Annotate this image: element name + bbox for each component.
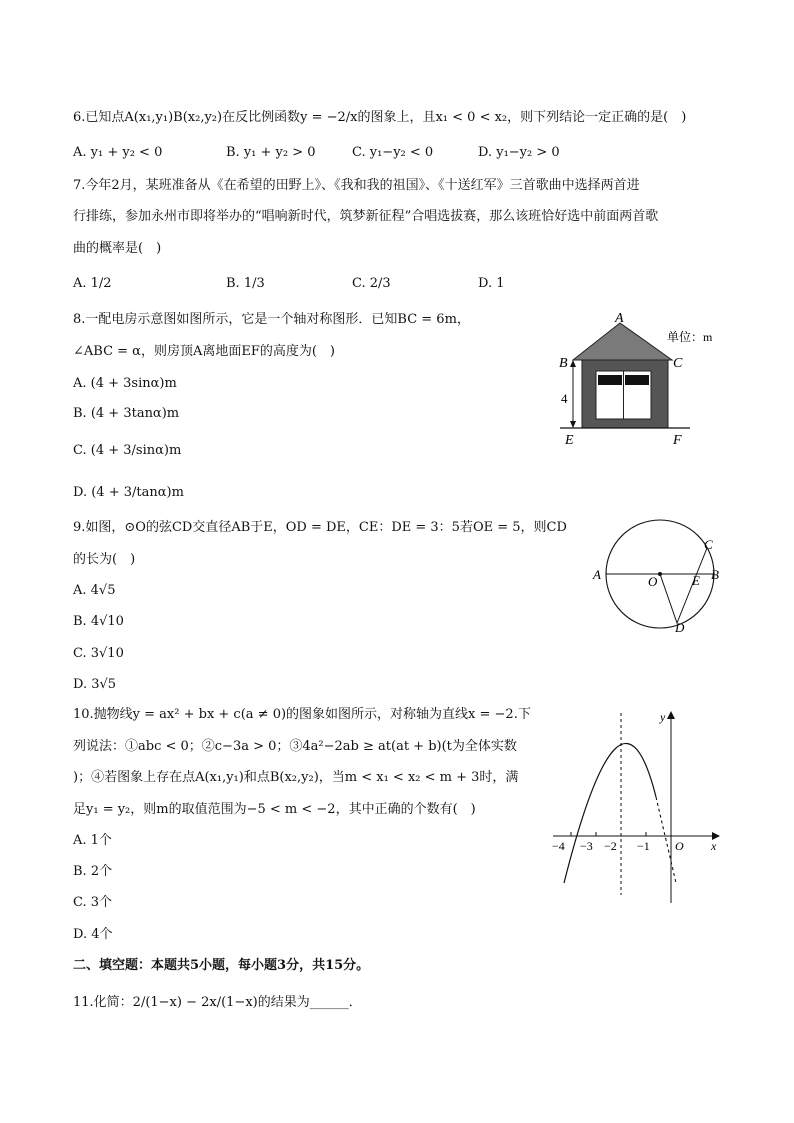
origin-label: O	[675, 839, 684, 853]
q9-line-2: 的长为( )	[73, 552, 136, 567]
parabola-dashed	[656, 797, 676, 883]
label-c: C	[704, 537, 713, 552]
q10-line-2: 列说法：①abc < 0；②c−3a > 0；③4a²−2ab ≥ at(at + b)(t为全体实数	[73, 739, 517, 754]
label-b: B	[711, 567, 719, 582]
circle-figure	[590, 515, 730, 640]
q9-option-a: A. 4√5	[73, 583, 116, 598]
q8-option-b: B. (4 + 3tanα)m	[73, 406, 180, 421]
q7-line-3: 曲的概率是( )	[73, 241, 162, 256]
parabola-figure	[548, 705, 728, 905]
house-roof	[573, 323, 672, 360]
dimension-arrow-up	[570, 360, 576, 367]
q6-option-c: C. y₁−y₂ < 0	[352, 145, 434, 160]
q7-line-2: 行排练，参加永州市即将举办的“唱响新时代，筑梦新征程”合唱选拔赛，那么该班恰好选中前面两首歌	[73, 209, 659, 224]
q10-line-4: 足y₁ = y₂，则m的取值范围为−5 < m < −2，其中正确的个数有( )	[73, 802, 476, 817]
dimension-arrow-down	[570, 421, 576, 428]
q10-line-3: )；④若图象上存在点A(x₁,y₁)和点B(x₂,y₂)，当m < x₁ < x₂ < m + 3时，满	[73, 770, 519, 785]
section-2-heading: 二、填空题：本题共5小题，每小题3分，共15分。	[73, 958, 370, 973]
q9-line-1: 9.如图，⊙O的弦CD交直径AB于E，OD = DE，CE：DE = 3：5若OE = 5，则CD	[73, 520, 567, 535]
q10-option-d: D. 4个	[73, 927, 113, 942]
q7-option-d: D. 1	[478, 276, 505, 291]
label-d: D	[675, 620, 685, 635]
label-c: C	[673, 356, 683, 371]
unit-label: 单位：m	[667, 330, 713, 344]
parabola-solid	[564, 743, 656, 883]
q9-option-d: D. 3√5	[73, 677, 117, 692]
q9-option-b: B. 4√10	[73, 614, 124, 629]
q6-option-a: A. y₁ + y₂ < 0	[73, 145, 163, 160]
q6-option-d: D. y₁−y₂ > 0	[478, 145, 560, 160]
door-window-right	[625, 375, 649, 385]
q8-option-c: C. (4 + 3/sinα)m	[73, 443, 182, 458]
label-b: B	[559, 356, 568, 371]
q10-option-c: C. 3个	[73, 895, 113, 910]
q10-line-1: 10.抛物线y = ax² + bx + c(a ≠ 0)的图象如图所示，对称轴为直线x = −2.下	[73, 707, 531, 722]
q7-line-1: 7.今年2月，某班准备从《在希望的田野上》、《我和我的祖国》、《十送红军》三首歌曲中选择两首进	[73, 178, 640, 193]
q7-option-c: C. 2/3	[352, 276, 391, 291]
label-e: E	[692, 573, 700, 588]
label-o: O	[648, 574, 658, 589]
house-figure	[555, 310, 730, 450]
center-point	[658, 572, 662, 576]
x-axis-label: x	[711, 839, 717, 853]
tick-label-minus-3: −3	[580, 839, 593, 853]
q11-stem: 11.化简：2/(1−x) − 2x/(1−x)的结果为______．	[73, 995, 362, 1010]
label-height-4: 4	[561, 391, 568, 406]
tick-label-minus-1: −1	[637, 839, 650, 853]
q10-option-a: A. 1个	[73, 833, 112, 848]
q6-option-b: B. y₁ + y₂ > 0	[226, 145, 316, 160]
tick-label-minus-2: −2	[604, 839, 617, 853]
label-f: F	[673, 433, 682, 448]
label-a: A	[615, 311, 624, 326]
door-window-left	[598, 375, 622, 385]
label-e: E	[565, 433, 574, 448]
q7-option-a: A. 1/2	[73, 276, 112, 291]
q8-option-a: A. (4 + 3sinα)m	[73, 376, 177, 391]
tick-label-minus-4: −4	[552, 839, 565, 853]
q9-option-c: C. 3√10	[73, 646, 124, 661]
q7-option-b: B. 1/3	[226, 276, 265, 291]
q8-line-1: 8.一配电房示意图如图所示，它是一个轴对称图形．已知BC = 6m，	[73, 312, 470, 327]
y-axis-arrow	[667, 711, 675, 719]
q10-option-b: B. 2个	[73, 864, 113, 879]
q8-option-d: D. (4 + 3/tanα)m	[73, 485, 184, 500]
segment-od	[660, 574, 677, 623]
label-a: A	[593, 567, 601, 582]
q8-line-2: ∠ABC = α，则房顶A离地面EF的高度为( )	[73, 344, 335, 359]
y-axis-label: y	[660, 710, 666, 724]
q6-stem: 6.已知点A(x₁,y₁)B(x₂,y₂)在反比例函数y = −2/x的图象上，且x₁ < 0 < x₂，则下列结论一定正确的是( )	[73, 110, 687, 125]
